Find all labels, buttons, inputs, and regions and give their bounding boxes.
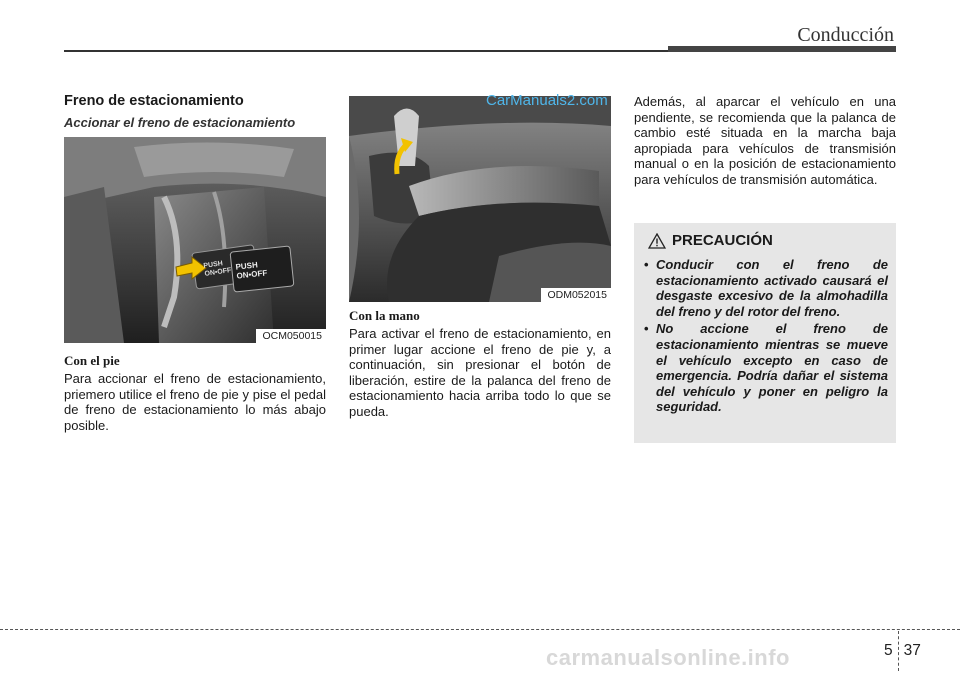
chapter-title: Conducción — [797, 24, 894, 46]
hand-lever-illustration — [349, 96, 611, 302]
warning-icon — [648, 233, 666, 249]
section-title: Freno de estacionamiento — [64, 93, 244, 109]
pedal-label-push-2: PUSH — [235, 260, 259, 272]
caution-list — [644, 257, 888, 417]
page-number-separator — [898, 631, 899, 671]
header-rule — [64, 50, 668, 52]
figure-hand-lever — [349, 96, 611, 302]
chapter-number: 5 — [884, 642, 893, 659]
header-bar — [668, 46, 896, 52]
pedal-label-push-1: PUSH — [203, 260, 224, 270]
figure-foot-pedal — [64, 137, 326, 343]
caution-item: • No accione el freno de estacionamiento mientras se mueve el vehículo excepto en caso de emergencia. Podría dañar el sistema del vehículo y poner en peligro la seguridad. — [644, 321, 888, 415]
page-number-value: 37 — [903, 642, 921, 659]
source-credit: carmanualsonline.info — [546, 645, 790, 670]
hand-method-text: Para activar el freno de estacionamiento, en primer lugar accione el freno de pie y, a continuación, sin presionar el botón de liberación, estire de la palanca del freno de estacionamiento hacia arriba todo lo que se pueda. — [349, 326, 611, 419]
page-number — [884, 631, 921, 671]
foot-method-heading: Con el pie — [64, 353, 120, 368]
pedal-label-onoff-2: ON•OFF — [236, 268, 268, 281]
caution-item: • Conducir con el freno de estacionamiento activado causará el desgaste excesivo de la almohadilla del freno y del rotor del freno. — [644, 257, 888, 319]
watermark-text: CarManuals2.com — [486, 92, 608, 109]
pedal-label-onoff-1: ON•OFF — [204, 267, 232, 278]
pedal-label-2 — [235, 259, 268, 280]
footer-rule — [0, 629, 960, 630]
hand-method-heading: Con la mano — [349, 308, 420, 323]
figure-code-hand: ODM052015 — [541, 288, 611, 302]
foot-method-text: Para accionar el freno de estacionamiento, priemero utilice el freno de pie y pise el pedal de freno de estacionamiento lo más abajo posible. — [64, 371, 326, 433]
section-subtitle: Accionar el freno de estacionamiento — [64, 115, 296, 130]
caution-header — [648, 232, 773, 249]
caution-box — [634, 223, 896, 443]
figure-code-foot: OCM050015 — [256, 329, 326, 343]
caution-title: PRECAUCIÓN — [672, 232, 773, 249]
slope-note: Además, al aparcar el vehículo en una pendiente, se recomienda que la palanca de cambio esté situada en la marcha baja apropiada para vehículos de transmisión manual o en la posición de estacionamiento para vehículos de transmisión automática. — [634, 94, 896, 187]
foot-pedal-illustration — [64, 137, 326, 343]
